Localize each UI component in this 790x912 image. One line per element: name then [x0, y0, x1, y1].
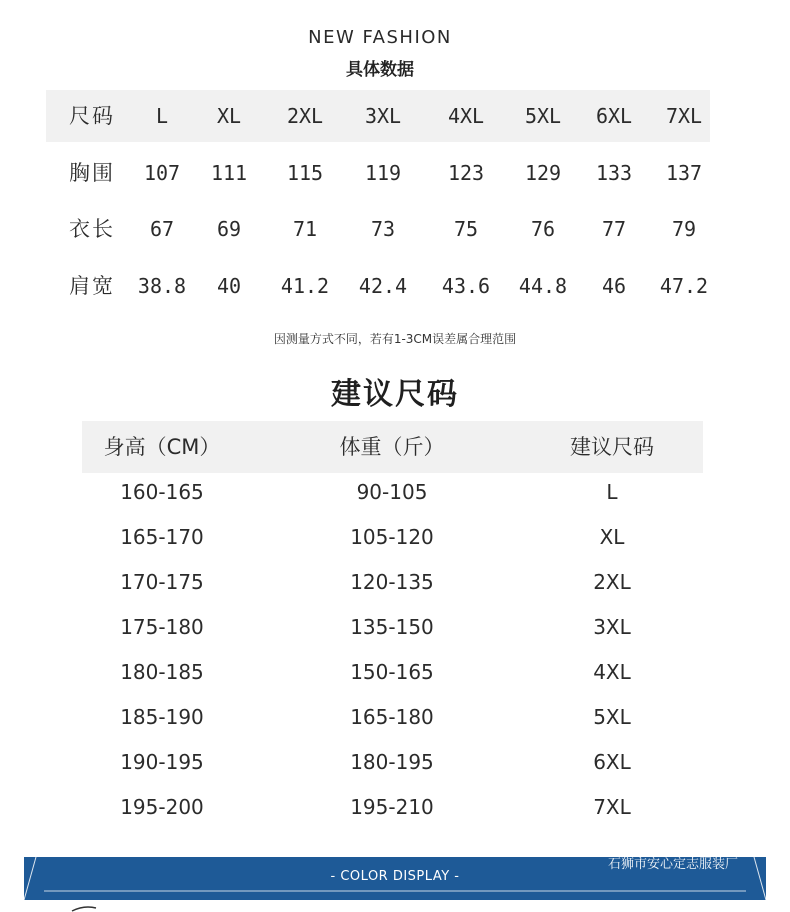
spec-value: 133: [595, 161, 633, 185]
spec-row-shoulder: [0, 260, 760, 312]
spec-value: 40: [216, 274, 242, 298]
table-row: [0, 785, 790, 830]
spec-value: 115: [286, 161, 324, 185]
table-row: [0, 605, 790, 650]
spec-row-chest: [0, 147, 760, 199]
spec-value: 44.8: [518, 274, 568, 298]
spec-row-length: [0, 203, 760, 255]
table-row: [0, 740, 790, 785]
recommend-size: 5XL: [593, 705, 631, 729]
spec-value: 46: [601, 274, 627, 298]
recommend-header-size: 建议尺码: [570, 435, 654, 459]
spec-value: 38.8: [137, 274, 187, 298]
spec-value: 76: [530, 217, 556, 241]
spec-size-4xl: 4XL: [447, 104, 485, 128]
recommend-weight: 195-210: [350, 795, 434, 819]
recommend-size: L: [606, 480, 618, 504]
table-row: [0, 695, 790, 740]
table-row: [0, 650, 790, 695]
recommend-height: 165-170: [120, 525, 204, 549]
header-title-en: NEW FASHION: [308, 27, 452, 48]
table-row: [0, 470, 790, 515]
spec-size-5xl: 5XL: [524, 104, 562, 128]
spec-value: 47.2: [659, 274, 709, 298]
recommend-size: 3XL: [593, 615, 631, 639]
spec-value: 71: [292, 217, 318, 241]
spec-size-7xl: 7XL: [665, 104, 703, 128]
spec-size-l: L: [155, 104, 169, 128]
spec-size-3xl: 3XL: [364, 104, 402, 128]
recommend-height: 180-185: [120, 660, 204, 684]
spec-row-label: 胸围: [69, 161, 115, 185]
banner-label: - COLOR DISPLAY -: [330, 869, 460, 884]
table-row: [0, 560, 790, 605]
spec-row-label: 衣长: [69, 217, 115, 241]
recommend-height: 170-175: [120, 570, 204, 594]
recommend-weight: 135-150: [350, 615, 434, 639]
recommend-height: 175-180: [120, 615, 204, 639]
recommend-size: XL: [599, 525, 625, 549]
recommend-height: 190-195: [120, 750, 204, 774]
spec-value: 111: [210, 161, 248, 185]
recommend-height: 185-190: [120, 705, 204, 729]
spec-value: 77: [601, 217, 627, 241]
spec-size-6xl: 6XL: [595, 104, 633, 128]
recommend-weight: 120-135: [350, 570, 434, 594]
recommend-weight: 90-105: [356, 480, 428, 504]
spec-row-label: 肩宽: [69, 274, 115, 298]
measurement-note: 因测量方式不同，若有1-3CM误差属合理范围: [273, 332, 517, 346]
spec-value: 75: [453, 217, 479, 241]
recommend-weight: 180-195: [350, 750, 434, 774]
recommend-weight: 165-180: [350, 705, 434, 729]
recommend-header-row: [0, 421, 790, 473]
spec-value: 119: [364, 161, 402, 185]
recommend-size: 2XL: [593, 570, 631, 594]
color-display-banner: [24, 857, 766, 900]
spec-value: 79: [671, 217, 697, 241]
spec-value: 123: [447, 161, 485, 185]
recommend-height: 160-165: [120, 480, 204, 504]
decorative-stroke: [70, 904, 110, 912]
header-title-cn: 具体数据: [346, 60, 414, 80]
recommend-size: 4XL: [593, 660, 631, 684]
spec-value: 137: [665, 161, 703, 185]
spec-value: 67: [149, 217, 175, 241]
spec-header-row: [0, 90, 760, 142]
spec-value: 69: [216, 217, 242, 241]
spec-size-2xl: 2XL: [286, 104, 324, 128]
recommend-size: 6XL: [593, 750, 631, 774]
recommend-size: 7XL: [593, 795, 631, 819]
spec-size-xl: XL: [216, 104, 242, 128]
recommend-header-weight: 体重（斤）: [339, 435, 445, 459]
spec-header-label: 尺码: [69, 104, 115, 128]
recommend-height: 195-200: [120, 795, 204, 819]
recommend-weight: 150-165: [350, 660, 434, 684]
banner-watermark: 石狮市安心定志服装厂: [607, 857, 738, 872]
spec-value: 43.6: [441, 274, 491, 298]
spec-value: 41.2: [280, 274, 330, 298]
spec-value: 42.4: [358, 274, 408, 298]
table-row: [0, 515, 790, 560]
recommend-header-height: 身高（CM）: [103, 435, 221, 459]
recommend-title: 建议尺码: [331, 377, 459, 412]
spec-value: 73: [370, 217, 396, 241]
spec-value: 107: [143, 161, 181, 185]
recommend-weight: 105-120: [350, 525, 434, 549]
spec-value: 129: [524, 161, 562, 185]
